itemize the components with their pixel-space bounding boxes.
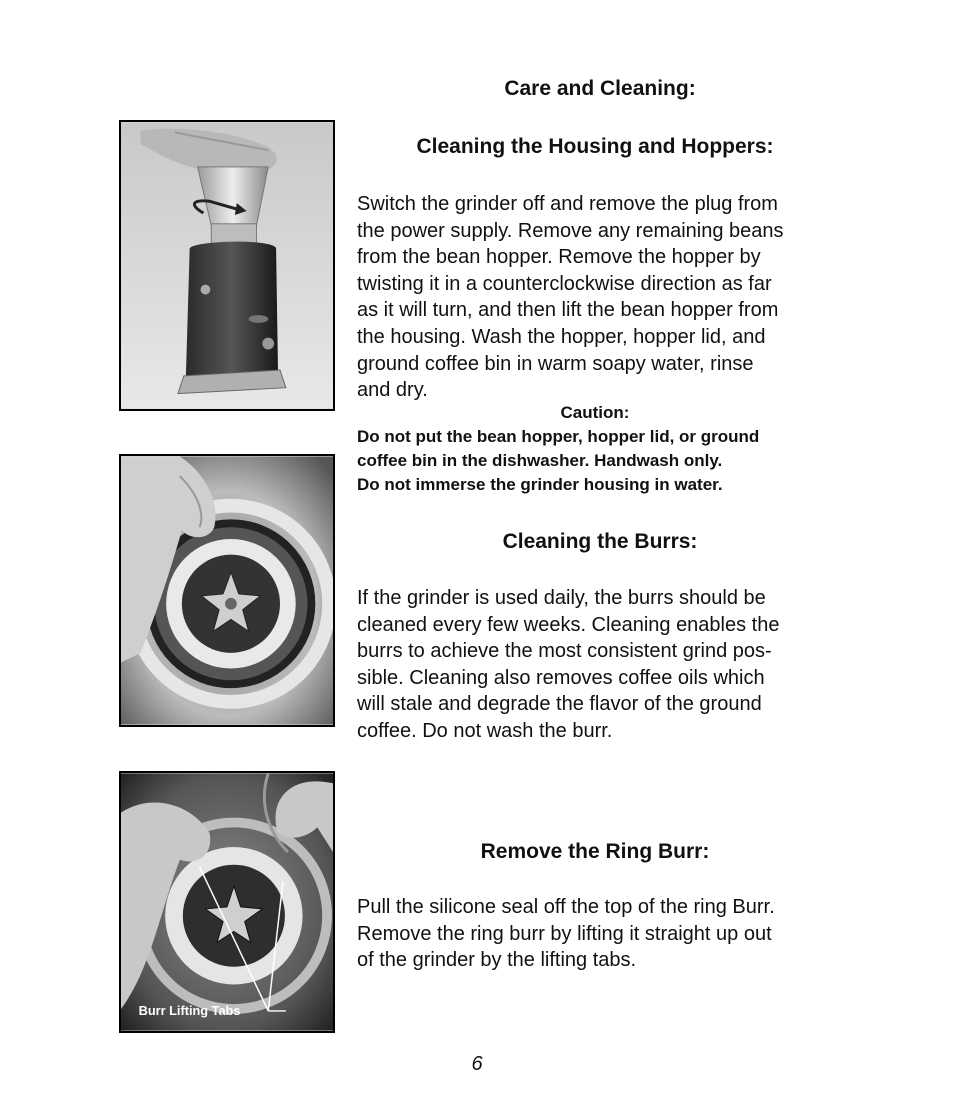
ring-burr-line: Remove the ring burr by lifting it straight up out [357,922,772,945]
caution-notice [357,425,837,497]
burr-seal-photo [119,454,335,727]
housing-line: the power supply. Remove any remaining beans [357,219,784,242]
burrs-line: If the grinder is used daily, the burrs should be [357,587,766,609]
care-and-cleaning-title: Care and Cleaning: [504,77,696,100]
ring-burr-line: Pull the silicone seal off the top of the ring Burr. [357,896,775,918]
housing-line: as it will turn, and then lift the bean hopper from [357,299,779,322]
caution-line: coffee bin in the dishwasher. Handwash only. [357,451,723,470]
housing-line: Switch the grinder off and remove the plug from [357,193,778,215]
burrs-line: will stale and degrade the flavor of the ground [357,693,762,716]
remove-ring-burr-title: Remove the Ring Burr: [480,840,710,863]
grinder-hopper-illustration [121,122,333,409]
housing-line: from the bean hopper. Remove the hopper by [357,246,761,269]
burrs-line: cleaned every few weeks. Cleaning enables the [357,613,780,636]
housing-line: the housing. Wash the hopper, hopper lid, and [357,325,766,348]
burr-seal-illustration [121,456,333,725]
burr-lifting-tabs-label: Burr Lifting Tabs [138,1002,241,1018]
housing-line: ground coffee bin in warm soapy water, rinse [357,352,754,375]
housing-line: twisting it in a counterclockwise direction as far [357,272,772,295]
housing-line: and dry. [357,379,428,402]
cleaning-housing-title: Cleaning the Housing and Hoppers: [416,135,774,158]
caution-line: Do not immerse the grinder housing in water. [357,475,723,494]
cleaning-burrs-title: Cleaning the Burrs: [502,530,698,553]
caution-line: Do not put the bean hopper, hopper lid, or ground [357,427,760,446]
grinder-hopper-photo [119,120,335,411]
burrs-instructions [357,585,837,745]
ring-burr-line: of the grinder by the lifting tabs. [357,949,637,972]
ring-burr-photo [119,771,335,1033]
burrs-line: sible. Cleaning also removes coffee oils which [357,666,765,689]
burrs-line: coffee. Do not wash the burr. [357,719,613,742]
page-number: 6 [471,1053,483,1075]
ring-burr-instructions [357,894,837,974]
burrs-line: burrs to achieve the most consistent grind pos- [357,640,772,663]
ring-burr-illustration [121,773,333,1031]
caution-title: Caution: [560,403,630,422]
housing-instructions [357,191,837,404]
